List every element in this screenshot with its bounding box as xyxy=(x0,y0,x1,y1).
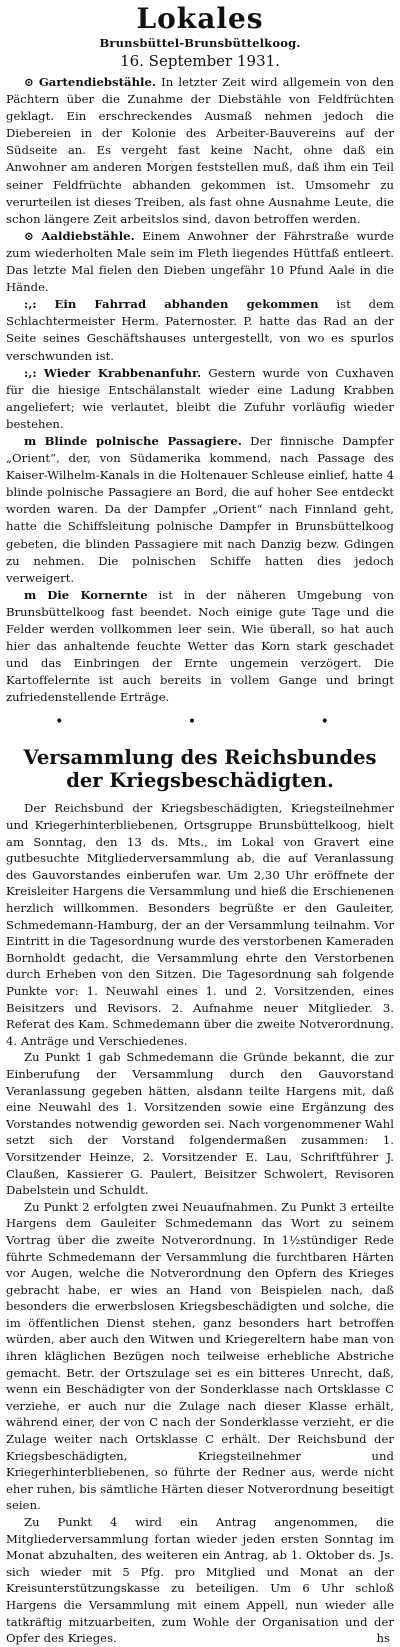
news-headline: Gartendiebstähle. xyxy=(38,75,157,89)
article-paragraph: Der Reichsbund der Kriegsbeschädigten, Kriegsteilnehmer und Kriegerhinterbliebenen, Ortsgruppe Brunsbüttelkoog, hielt am Sonntag, den 13 ds. Mts., im Lokal von Gravert eine gutbesuchte Mitgliederversammlung ab, die auf Veranlassung des Gauvorstandes einberufen war. Um 2,30 Uhr eröffnete der Kreisleiter Hargens die Versammlung und hieß die Erschienenen herzlich willkommen. Besonders begrüßte er den Gauleiter, Schmedemann-Hamburg, der an der Versammlung teilnahm. Vor Eintritt in die Tagesordnung wurde des verstorbenen Kameraden Bornholdt gedacht, die Versammlung ehrte den Verstorbenen durch Erheben von den Sitzen. Die Tagesordnung sah folgende Punkte vor: 1. Neuwahl eines 1. und 2. Vorsitzenden, eines Beisitzers und Revisors. 2. Aufnahme neuer Mitglieder. 3. Referat des Kam. Schmedemann über die zweite Notverordnung. 4. Anträge und Verschiedenes. xyxy=(6,801,394,1048)
news-headline: Blinde polnische Passagiere. xyxy=(44,433,242,448)
news-headline: Aaldiebstähle. xyxy=(41,228,135,243)
dateline-place: Brunsbüttel-Brunsbüttelkoog. xyxy=(99,36,301,50)
newspaper-page xyxy=(6,2,394,1646)
news-bullet-icon: m xyxy=(24,433,37,448)
dateline-date: 16. September 1931. xyxy=(120,52,280,70)
local-news-list xyxy=(6,74,394,706)
news-item-shrimp xyxy=(6,365,394,433)
news-bullet-icon: ⊙ xyxy=(24,228,34,243)
news-text: Einem Anwohner der Fährstraße wurde zum wiederholten Male sein im Fleth liegendes Hüttfaß entleert. Das letzte Mal fielen den Dieben ungefähr 10 Pfund Aale in die Hände. xyxy=(6,228,394,295)
news-headline: Ein Fahrrad abhanden gekommen xyxy=(54,297,319,312)
news-bullet-icon: :,: xyxy=(24,365,37,380)
section-title: Lokales xyxy=(136,2,264,35)
news-item-stowaways xyxy=(6,433,394,587)
news-text: Gestern wurde von Cuxhaven für die hiesige Entschälanstalt wieder eine Ladung Krabben angeliefert; wie verlautet, bleibt die Zufuhr vorläufig wieder bestehen. xyxy=(6,365,394,431)
news-bullet-icon: ⊙ xyxy=(24,75,34,89)
news-headline: Wieder Krabbenanfuhr. xyxy=(43,365,202,380)
article-headline-line-1: Versammlung des Reichsbundes xyxy=(23,746,377,770)
news-item-harvest xyxy=(6,587,394,707)
section-divider: • • • xyxy=(55,714,389,731)
author-signature: hs xyxy=(376,1631,390,1646)
news-bullet-icon: m xyxy=(24,587,37,602)
article-paragraph xyxy=(6,1514,394,1647)
news-text: ist in der näheren Umgebung von Brunsbüttelkoog fast beendet. Noch einige gute Tage und die Felder werden vollkommen leer sein. Wie überall, so hat auch hier das anhaltende feuchte Wetter das Korn stark geschadet und das Einbringen der Ernte ungemein verzögert. Die Kartoffelernte ist auch bereits in vollem Gange und bringt zufriedenstellende Erträge. xyxy=(6,587,394,705)
news-text: Der finnische Dampfer „Orient“, der, von Südamerika kommend, nach Passage des Kaiser-Wilhelm-Kanals in die Holtenauer Schleuse einlief, hatte 4 blinde polnische Passagiere an Bord, die auf hoher See entdeckt worden waren. Da der Dampfer „Orient“ nach Finnland geht, hatte die Schiffsleitung polnische Dampfer in Brunsbüttelkoog gebeten, die blinden Passagiere mit nach Danzig bezw. Gdingen zu nehmen. Die polnischen Schiffe hatten dies jedoch verweigert. xyxy=(6,433,394,585)
article-paragraph: Zu Punkt 1 gab Schmedemann die Gründe bekannt, die zur Einberufung der Versammlung durch den Gauvorstand Veranlassung gegeben hätten, alsdann teilte Hargens mit, daß eine Neuwahl des 1. Vorsitzenden sowie eine Ergänzung des Vorstandes notwendig geworden sei. Nach vorgenommener Wahl setzt sich der Vorstand folgendermaßen zusammen: 1. Vorsitzender Heinze, 2. Vorsitzender E. Lau, Schriftführer J. Claußen, Kassierer G. Paulert, Beisitzer Schwolert, Revisoren Dabelstein und Schuldt. xyxy=(6,1050,394,1198)
article-paragraph-text: Zu Punkt 4 wird ein Antrag angenommen, die Mitgliederversammlung fortan wieder jeden ersten Sonntag im Monat abzuhalten, des weiteren ein Antrag, ab 1. Oktober ds. Js. sich wieder mit 5 Pfg. pro Mitglied und Monat an der Kreisunterstützungskasse zu beteiligen. Um 6 Uhr schloß Hargens die Versammlung mit einem Appell, nun wieder alle tatkräftig mitzuarbeiten, zum Wohle der Organisation und der Opfer des Krieges. xyxy=(6,1515,394,1646)
news-item-bicycle xyxy=(6,296,394,364)
news-bullet-icon: :,: xyxy=(24,297,37,312)
article-paragraph: Zu Punkt 2 erfolgten zwei Neuaufnahmen. Zu Punkt 3 erteilte Hargens dem Gauleiter Schmedemann das Wort zu seinem Vortrag über die zweite Notverordnung. In 1½stündiger Rede führte Schmedemann der Versammlung die furchtbaren Härten vor Augen, welche die Notverordnung den Opfern des Krieges gebracht habe, er wies an Hand von Beispielen nach, daß besonders die erwerbslosen Kriegsbeschädigten und solche, die im öffentlichen Dienst stehen, ganz besonders hart betroffen würden, aber auch den Witwen und Kriegereltern habe man von ihren kläglichen Bezügen noch teilweise erhebliche Abstriche gemacht. Betr. der Ortszulage sei es ein bitteres Unrecht, daß, wenn ein Beschädigter von der Sonderklasse nach Ortsklasse C verziehe, er auch nur die Zulage nach dieser Klasse erhält, während einer, der von C nach der Sonderklasse verzieht, er die Zulage weiter nach Ortsklasse C erhält. Der Reichsbund der Kriegsbeschädigten, Kriegsteilnehmer und Kriegerhinterbliebenen, so führte der Redner aus, werde nicht eher ruhen, bis sämtliche Härten dieser Notverordnung beseitigt seien. xyxy=(6,1199,394,1513)
news-text: In letzter Zeit wird allgemein von den Pächtern über die Zunahme der Diebstähle von Feldfrüchten geklagt. Ein erschreckendes Ausmaß nehmen jedoch die Diebereien in der Kolonie des Arbeiter-Bauvereins auf der Südseite an. Es vergeht fast keine Nacht, ohne daß ein Anwohner am anderen Morgen feststellen muß, daß ihm ein Teil seiner Feldfrüchte abhanden gekommen ist. Umsomehr zu verurteilen ist dieses Treiben, als fast ohne Ausnahme Leute, die schon längere Zeit arbeitslos sind, davon betroffen werden. xyxy=(6,75,394,226)
news-text: ist dem Schlachtermeister Herm. Paternoster. P. hatte das Rad an der Seite seines Geschäftshauses untergestellt, von wo es spurlos verschwunden ist. xyxy=(6,297,394,363)
news-item-gardens xyxy=(6,74,394,228)
news-item-eels xyxy=(6,228,394,296)
article-headline xyxy=(6,746,394,792)
news-headline: Die Kornernte xyxy=(47,587,148,602)
article-headline-line-2: der Kriegsbeschädigten. xyxy=(66,769,334,793)
article-body xyxy=(6,800,394,1646)
